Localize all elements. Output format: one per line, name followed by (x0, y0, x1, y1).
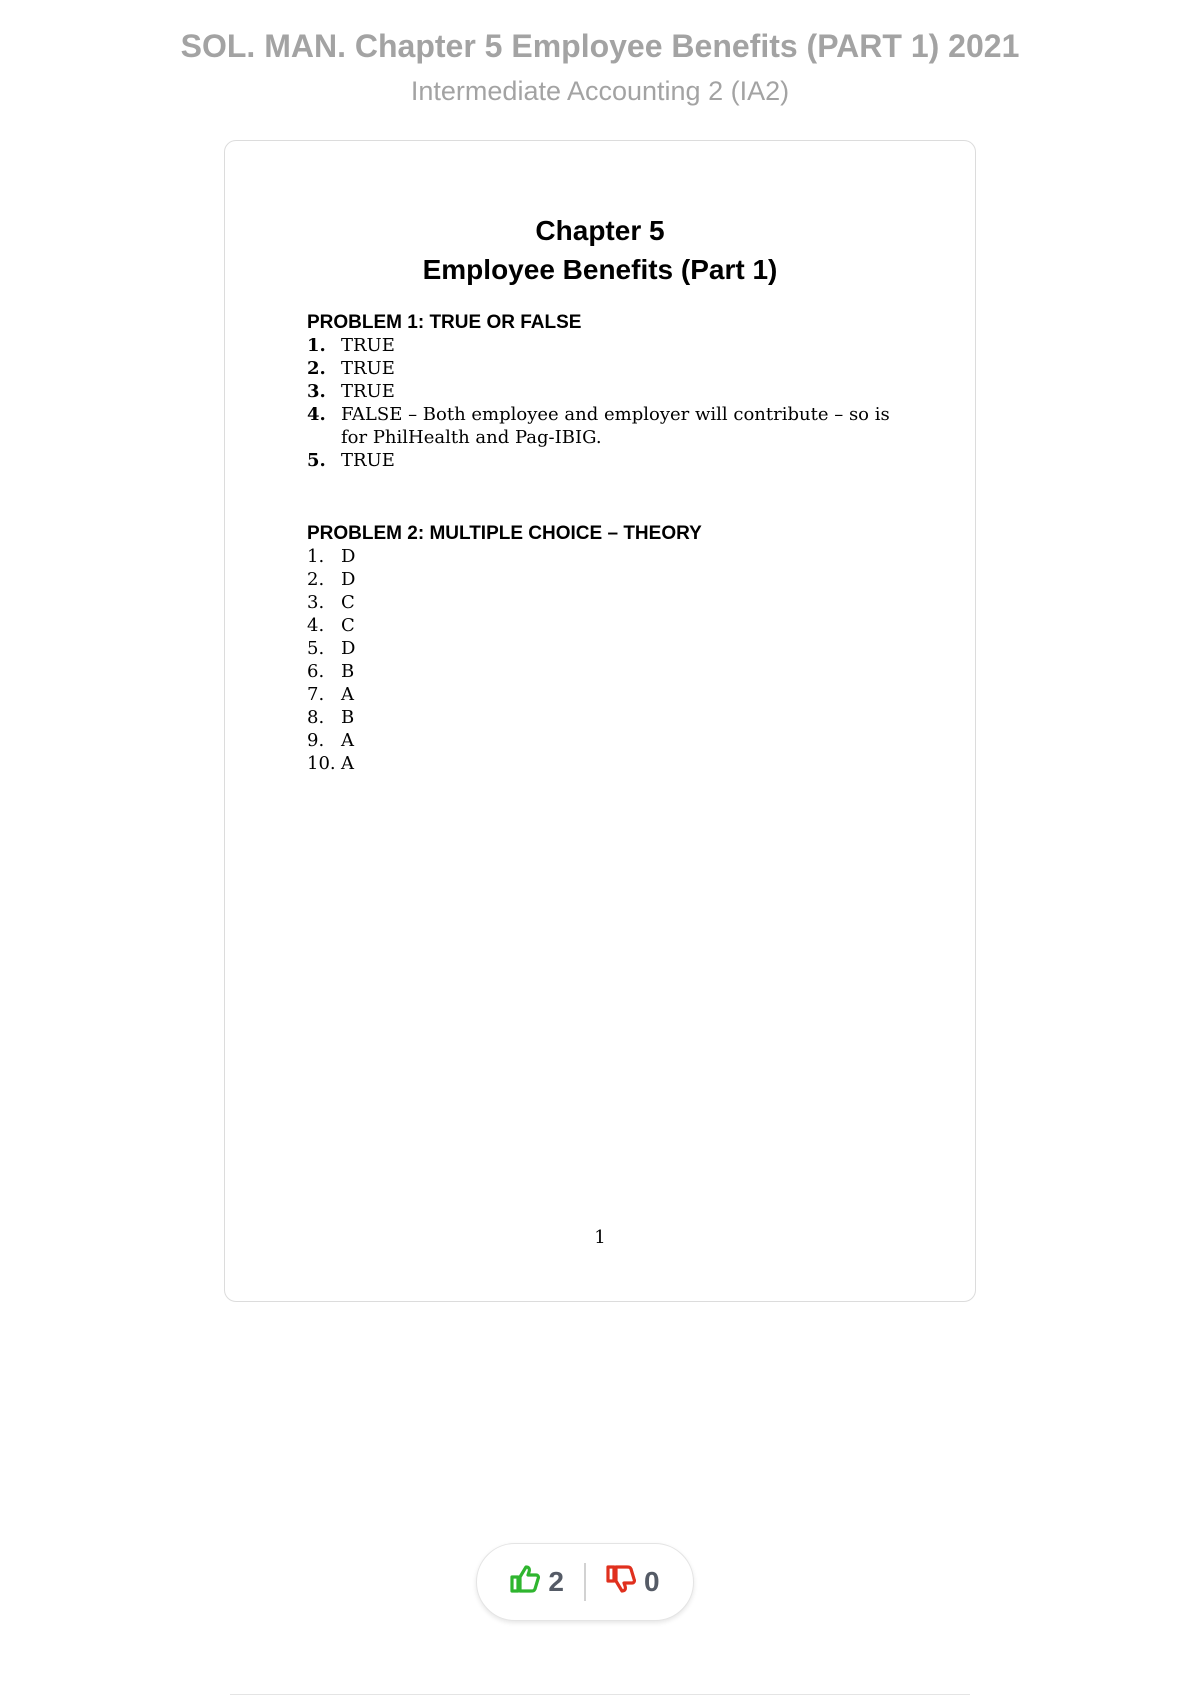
answer-number: 5. (307, 638, 325, 659)
answer-item (307, 380, 907, 403)
answer-item (307, 660, 907, 683)
answer-text: TRUE (341, 358, 395, 379)
like-count: 2 (548, 1566, 564, 1597)
problem-2-title: PROBLEM 2: MULTIPLE CHOICE – THEORY (307, 523, 702, 544)
answer-text: D (341, 638, 356, 659)
problem-1-answers (307, 334, 907, 472)
answer-text: A (341, 753, 354, 774)
answer-text: B (341, 661, 355, 682)
course-link[interactable]: Intermediate Accounting 2 (IA2) (410, 76, 790, 106)
dislike-button[interactable] (606, 1565, 660, 1600)
document-header (0, 22, 1200, 112)
answer-item (307, 357, 907, 380)
answer-number: 1. (307, 546, 325, 567)
answer-text: A (341, 684, 354, 705)
rating-widget (476, 1543, 694, 1621)
answer-item (307, 403, 907, 449)
rating-divider (584, 1563, 586, 1601)
document-title: SOL. MAN. Chapter 5 Employee Benefits (PART 1) 2021 (180, 28, 1020, 64)
answer-number: 8. (307, 707, 325, 728)
answer-item (307, 637, 907, 660)
answer-item (307, 545, 907, 568)
answer-item (307, 449, 907, 472)
answer-item (307, 334, 907, 357)
answer-item (307, 614, 907, 637)
answer-number: 2. (307, 569, 325, 590)
problem-1-title: PROBLEM 1: TRUE OR FALSE (307, 312, 582, 333)
answer-text: C (341, 592, 355, 613)
answer-text: B (341, 707, 355, 728)
chapter-subheading: Employee Benefits (Part 1) (422, 254, 778, 285)
problem-2-answers (307, 545, 907, 775)
answer-item (307, 706, 907, 729)
document-page-preview (224, 140, 976, 1302)
answer-number: 3. (307, 592, 325, 613)
answer-text: FALSE – Both employee and employer will contribute – so is for PhilHealth and Pag-IBIG. (341, 404, 890, 448)
answer-number: 7. (307, 684, 325, 705)
page-heading (225, 211, 975, 289)
answer-text: TRUE (341, 335, 395, 356)
page-number: 1 (594, 1227, 606, 1248)
dislike-count: 0 (644, 1566, 660, 1597)
answer-number: 4. (307, 404, 326, 425)
answer-number: 2. (307, 358, 326, 379)
answer-number: 5. (307, 450, 326, 471)
answer-item (307, 683, 907, 706)
chapter-heading: Chapter 5 (535, 215, 665, 246)
answer-item (307, 752, 907, 775)
answer-text: D (341, 546, 356, 567)
thumbs-down-icon (606, 1565, 636, 1600)
problem-1-section (307, 311, 907, 472)
answer-number: 6. (307, 661, 325, 682)
answer-number: 1. (307, 335, 326, 356)
answer-number: 4. (307, 615, 325, 636)
answer-number: 10. (307, 753, 336, 774)
answer-text: A (341, 730, 354, 751)
next-card-edge (230, 1694, 970, 1695)
answer-item (307, 568, 907, 591)
thumbs-up-icon (510, 1565, 540, 1600)
problem-2-section (307, 522, 907, 775)
answer-text: C (341, 615, 355, 636)
answer-item (307, 729, 907, 752)
answer-number: 3. (307, 381, 326, 402)
like-button[interactable] (510, 1565, 564, 1600)
answer-text: TRUE (341, 381, 395, 402)
answer-text: D (341, 569, 356, 590)
answer-item (307, 591, 907, 614)
answer-number: 9. (307, 730, 325, 751)
answer-text: TRUE (341, 450, 395, 471)
